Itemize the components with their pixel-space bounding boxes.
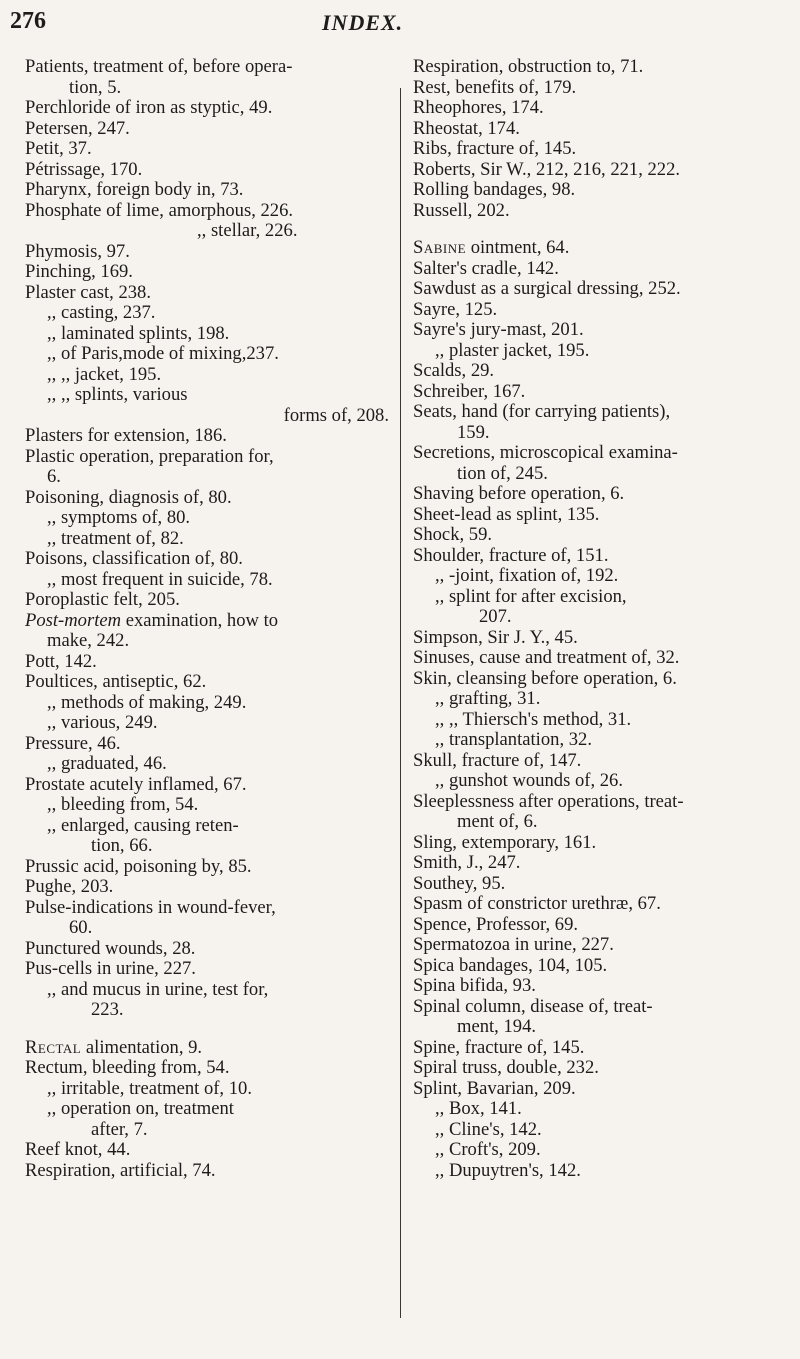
index-entry bbox=[413, 751, 791, 772]
index-entry-line: Spermatozoa in urine, 227. bbox=[413, 934, 614, 955]
index-entry bbox=[25, 160, 397, 181]
index-entry-line: ,, Cline's, 142. bbox=[435, 1118, 542, 1140]
index-entry bbox=[25, 426, 397, 447]
index-entry-line: ,, operation on, treatment bbox=[47, 1098, 234, 1119]
index-entry bbox=[25, 324, 397, 345]
index-entry bbox=[413, 505, 791, 526]
index-entry-line: Southey, 95. bbox=[413, 872, 506, 894]
index-entry-line: Sabine ointment, 64. bbox=[413, 237, 570, 258]
index-entry-line: ,, of Paris,mode of mixing,237. bbox=[47, 343, 279, 364]
index-entry-line: ,, gunshot wounds of, 26. bbox=[435, 770, 624, 791]
index-entry-continuation: 207. bbox=[479, 606, 512, 627]
index-entry-line: Smith, J., 247. bbox=[413, 852, 521, 873]
index-entry-line: Spina bifida, 93. bbox=[413, 975, 536, 996]
index-entry-line: Spasm of constrictor urethræ, 67. bbox=[413, 893, 661, 914]
index-entry-continuation: 60. bbox=[69, 917, 93, 938]
index-entry-line: Sinuses, cause and treatment of, 32. bbox=[413, 647, 680, 668]
index-entry-line: Plaster cast, 238. bbox=[25, 281, 151, 303]
index-entry bbox=[413, 443, 791, 484]
index-entry bbox=[413, 1038, 791, 1059]
index-entry-line: Secretions, microscopical examina- bbox=[413, 442, 678, 463]
index-entry-continuation: forms of, 208. bbox=[283, 404, 389, 426]
index-entry bbox=[25, 754, 397, 775]
index-entry bbox=[413, 689, 791, 710]
index-entry-line: Perchloride of iron as styptic, 49. bbox=[25, 97, 273, 118]
index-entry-line: Shaving before operation, 6. bbox=[413, 483, 625, 504]
index-entry-line: Prussic acid, poisoning by, 85. bbox=[25, 855, 252, 877]
index-entry bbox=[25, 529, 397, 550]
index-entry bbox=[25, 119, 397, 140]
index-entry bbox=[25, 775, 397, 796]
index-entry bbox=[413, 997, 791, 1038]
index-entry bbox=[25, 959, 397, 980]
index-entry bbox=[25, 672, 397, 693]
index-entry bbox=[413, 78, 791, 99]
index-entry bbox=[413, 1079, 791, 1100]
index-entry bbox=[25, 1079, 397, 1100]
index-entry-line: Punctured wounds, 28. bbox=[25, 937, 196, 959]
index-entry bbox=[413, 139, 791, 160]
index-entry bbox=[25, 590, 397, 611]
index-entry-line: ,, methods of making, 249. bbox=[47, 691, 247, 713]
index-entry bbox=[413, 279, 791, 300]
index-entry-line: ,, irritable, treatment of, 10. bbox=[47, 1077, 252, 1099]
index-entry bbox=[25, 98, 397, 119]
index-entry-line: ,, graduated, 46. bbox=[47, 753, 167, 774]
column-divider bbox=[400, 88, 401, 1318]
index-entry-line: Petit, 37. bbox=[25, 138, 92, 159]
index-entry-line: ,, Box, 141. bbox=[435, 1098, 522, 1119]
index-entry-line: Plasters for extension, 186. bbox=[25, 425, 227, 446]
index-entry-line: ,, Croft's, 209. bbox=[435, 1139, 541, 1160]
index-entry bbox=[413, 1120, 791, 1141]
index-entry bbox=[25, 201, 397, 222]
index-entry-line: Prostate acutely inflamed, 67. bbox=[25, 773, 247, 795]
index-entry-line: Sheet-lead as splint, 135. bbox=[413, 503, 600, 525]
index-entry-line: Respiration, artificial, 74. bbox=[25, 1159, 216, 1181]
index-entry-line: ,, and mucus in urine, test for, bbox=[47, 978, 269, 1000]
index-entry-line: ,, plaster jacket, 195. bbox=[435, 339, 590, 361]
index-entry bbox=[25, 242, 397, 263]
index-entry-line: Rectal alimentation, 9. bbox=[25, 1036, 203, 1058]
index-entry bbox=[25, 365, 397, 386]
index-entry-line: Rectum, bleeding from, 54. bbox=[25, 1057, 230, 1078]
index-entry-line: ,, symptoms of, 80. bbox=[47, 507, 191, 528]
index-entry bbox=[25, 221, 397, 242]
index-entry-line: Petersen, 247. bbox=[25, 117, 130, 139]
index-entry bbox=[25, 898, 397, 939]
index-entry-line: Pughe, 203. bbox=[25, 876, 114, 897]
index-entry bbox=[25, 713, 397, 734]
index-entry bbox=[25, 570, 397, 591]
index-entry bbox=[413, 1099, 791, 1120]
index-entry-line: ,, treatment of, 82. bbox=[47, 527, 184, 549]
index-entry bbox=[413, 894, 791, 915]
index-entry-line: Rheostat, 174. bbox=[413, 117, 520, 139]
index-entry bbox=[413, 382, 791, 403]
index-entry bbox=[25, 734, 397, 755]
index-entry-line: ,, grafting, 31. bbox=[435, 688, 541, 709]
index-entry-line: Schreiber, 167. bbox=[413, 380, 526, 402]
index-entry bbox=[413, 874, 791, 895]
index-entry-line: ,, various, 249. bbox=[47, 712, 158, 733]
index-entry-line: ,, bleeding from, 54. bbox=[47, 794, 199, 815]
index-entry-line: Reef knot, 44. bbox=[25, 1139, 131, 1160]
index-entry-line: Scalds, 29. bbox=[413, 360, 495, 381]
index-entry bbox=[25, 857, 397, 878]
index-entry bbox=[413, 566, 791, 587]
index-entry-line: ,, ,, Thiersch's method, 31. bbox=[435, 708, 632, 730]
index-entry-continuation: after, 7. bbox=[91, 1118, 148, 1140]
index-entry-line: ,, laminated splints, 198. bbox=[47, 322, 230, 344]
index-entry bbox=[413, 956, 791, 977]
index-entry-continuation: tion of, 245. bbox=[457, 462, 548, 484]
index-entry bbox=[25, 939, 397, 960]
index-entry-line: Sling, extemporary, 161. bbox=[413, 831, 597, 853]
index-entry bbox=[413, 201, 791, 222]
index-entry bbox=[413, 300, 791, 321]
index-entry bbox=[413, 98, 791, 119]
index-entry-line: Skin, cleansing before operation, 6. bbox=[413, 667, 677, 689]
index-entry-line: Shoulder, fracture of, 151. bbox=[413, 544, 609, 566]
index-entry-line: Phymosis, 97. bbox=[25, 240, 130, 262]
index-entry-line: Respiration, obstruction to, 71. bbox=[413, 56, 644, 77]
index-entry bbox=[413, 853, 791, 874]
index-entry-line: Pulse-indications in wound-fever, bbox=[25, 896, 276, 918]
index-entry bbox=[25, 262, 397, 283]
index-entry bbox=[25, 447, 397, 488]
index-entry bbox=[25, 1140, 397, 1161]
left-column bbox=[25, 57, 397, 1181]
index-entry-line: Pott, 142. bbox=[25, 650, 97, 672]
index-entry bbox=[25, 611, 397, 652]
index-entry-line: Rolling bandages, 98. bbox=[413, 179, 576, 200]
index-entry-continuation: make, 242. bbox=[47, 630, 130, 651]
index-entry bbox=[413, 484, 791, 505]
index-entry-line: Sawdust as a surgical dressing, 252. bbox=[413, 278, 681, 299]
index-entry bbox=[413, 341, 791, 362]
index-entry-line: ,, ,, jacket, 195. bbox=[47, 363, 162, 385]
index-entry bbox=[413, 160, 791, 181]
index-entry-line: Pharynx, foreign body in, 73. bbox=[25, 179, 244, 200]
index-entry bbox=[413, 792, 791, 833]
index-entry bbox=[413, 935, 791, 956]
index-entry bbox=[413, 180, 791, 201]
index-entry bbox=[25, 139, 397, 160]
index-entry-line: Poisoning, diagnosis of, 80. bbox=[25, 486, 232, 508]
index-entry-line: Sayre's jury-mast, 201. bbox=[413, 319, 584, 340]
index-entry-line: ,, ,, splints, various bbox=[47, 384, 188, 405]
index-entry bbox=[413, 1058, 791, 1079]
index-entry bbox=[413, 771, 791, 792]
index-entry bbox=[413, 361, 791, 382]
index-entry-line: Patients, treatment of, before opera- bbox=[25, 56, 293, 77]
index-entry-line: Roberts, Sir W., 212, 216, 221, 222. bbox=[413, 158, 681, 180]
index-entry bbox=[413, 669, 791, 690]
index-entry bbox=[413, 976, 791, 997]
index-entry bbox=[413, 710, 791, 731]
index-entry-line: ,, -joint, fixation of, 192. bbox=[435, 565, 619, 586]
index-entry bbox=[25, 1058, 397, 1079]
index-entry bbox=[413, 402, 791, 443]
index-entry-continuation: ment of, 6. bbox=[457, 811, 538, 832]
index-entry-continuation: 159. bbox=[457, 421, 490, 443]
index-entry-line: Spica bandages, 104, 105. bbox=[413, 954, 608, 976]
index-entry-line: Post-mortem examination, how to bbox=[25, 609, 279, 631]
index-entry bbox=[25, 180, 397, 201]
right-column bbox=[413, 57, 791, 1181]
index-entry bbox=[25, 283, 397, 304]
index-entry-line: Splint, Bavarian, 209. bbox=[413, 1077, 576, 1099]
index-entry bbox=[413, 915, 791, 936]
index-entry bbox=[413, 525, 791, 546]
index-entry-line: Pinching, 169. bbox=[25, 261, 133, 282]
index-entry-line: Simpson, Sir J. Y., 45. bbox=[413, 626, 578, 648]
index-entry-line: Sleeplessness after operations, treat- bbox=[413, 790, 684, 812]
index-entry-line: Pus-cells in urine, 227. bbox=[25, 958, 196, 979]
index-entry bbox=[413, 119, 791, 140]
index-entry bbox=[25, 385, 397, 426]
index-entry-line: Poultices, antiseptic, 62. bbox=[25, 671, 207, 692]
index-entry bbox=[25, 877, 397, 898]
index-entry-continuation: ment, 194. bbox=[457, 1016, 537, 1037]
index-entry bbox=[25, 508, 397, 529]
index-entry bbox=[413, 833, 791, 854]
index-entry-line: ,, splint for after excision, bbox=[435, 585, 627, 607]
index-entry bbox=[413, 1140, 791, 1161]
index-entry bbox=[25, 652, 397, 673]
index-entry bbox=[413, 320, 791, 341]
index-entry-line: Spine, fracture of, 145. bbox=[413, 1036, 585, 1058]
index-entry bbox=[413, 730, 791, 751]
index-entry-line: Plastic operation, preparation for, bbox=[25, 445, 274, 467]
index-entry-line: ,, Dupuytren's, 142. bbox=[435, 1159, 581, 1181]
index-entry-line: Salter's cradle, 142. bbox=[413, 257, 559, 279]
index-entry bbox=[25, 488, 397, 509]
index-entry bbox=[413, 587, 791, 628]
index-entry bbox=[25, 1038, 397, 1059]
index-entry bbox=[413, 628, 791, 649]
index-entry-line: Russell, 202. bbox=[413, 199, 510, 221]
index-entry-line: Pressure, 46. bbox=[25, 732, 121, 754]
index-entry bbox=[413, 546, 791, 567]
index-entry-line: Skull, fracture of, 147. bbox=[413, 749, 582, 771]
index-entry-line: ,, stellar, 226. bbox=[197, 220, 298, 241]
index-entry bbox=[25, 549, 397, 570]
index-entry bbox=[25, 1161, 397, 1182]
index-entry-line: ,, casting, 237. bbox=[47, 302, 156, 323]
index-entry-continuation: 223. bbox=[91, 999, 124, 1020]
index-entry-line: Rheophores, 174. bbox=[413, 97, 544, 118]
index-entry bbox=[413, 238, 791, 259]
index-entry-line: Spiral truss, double, 232. bbox=[413, 1057, 599, 1078]
index-entry bbox=[25, 980, 397, 1021]
page-title: INDEX. bbox=[322, 10, 404, 35]
index-entry bbox=[25, 1099, 397, 1140]
index-entry-line: ,, most frequent in suicide, 78. bbox=[47, 568, 273, 590]
index-entry-line: ,, transplantation, 32. bbox=[435, 729, 592, 750]
index-entry-line: Sayre, 125. bbox=[413, 298, 498, 320]
index-entry bbox=[413, 1161, 791, 1182]
index-entry-line: Pétrissage, 170. bbox=[25, 158, 143, 180]
index-entry-line: Spence, Professor, 69. bbox=[413, 913, 579, 935]
index-entry-line: Seats, hand (for carrying patients), bbox=[413, 401, 671, 422]
index-entry-line: ,, enlarged, causing reten- bbox=[47, 814, 239, 836]
index-entry-line: Spinal column, disease of, treat- bbox=[413, 995, 653, 1017]
index-entry bbox=[25, 816, 397, 857]
index-entry bbox=[413, 57, 791, 78]
index-entry bbox=[413, 648, 791, 669]
index-entry-line: Rest, benefits of, 179. bbox=[413, 76, 577, 98]
page-number: 276 bbox=[10, 8, 46, 34]
index-entry bbox=[413, 259, 791, 280]
index-entry-line: Ribs, fracture of, 145. bbox=[413, 138, 577, 159]
index-entry-line: Poroplastic felt, 205. bbox=[25, 589, 180, 610]
index-entry bbox=[25, 303, 397, 324]
index-entry-line: Poisons, classification of, 80. bbox=[25, 548, 243, 569]
index-entry-line: Shock, 59. bbox=[413, 524, 493, 545]
index-entry bbox=[25, 795, 397, 816]
index-entry-continuation: tion, 66. bbox=[91, 835, 153, 856]
index-entry bbox=[25, 57, 397, 98]
index-entry-line: Phosphate of lime, amorphous, 226. bbox=[25, 199, 294, 221]
index-entry bbox=[25, 344, 397, 365]
index-entry bbox=[25, 693, 397, 714]
index-entry-continuation: tion, 5. bbox=[69, 76, 122, 98]
index-entry-continuation: 6. bbox=[47, 466, 61, 487]
